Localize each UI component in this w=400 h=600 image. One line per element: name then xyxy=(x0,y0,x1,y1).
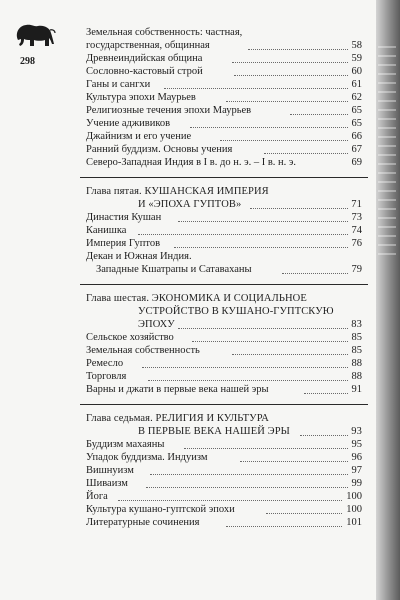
toc-leader-dots xyxy=(118,499,342,501)
toc-entry xyxy=(86,117,362,130)
toc-entry-title: государственная, общинная xyxy=(86,40,210,51)
toc-entry-title: Западные Кшатрапы и Сатаваханы xyxy=(96,264,252,275)
chapter-page: 71 xyxy=(351,199,362,210)
toc-entry-page: 76 xyxy=(351,238,362,249)
toc-entry-title: Торговля xyxy=(86,371,127,382)
toc-entry xyxy=(86,477,362,490)
toc-entry xyxy=(86,383,362,396)
toc-entry-page: 59 xyxy=(351,53,362,64)
toc-leader-dots xyxy=(220,139,348,141)
toc-entry-page: 85 xyxy=(351,332,362,343)
toc-leader-dots xyxy=(184,447,348,449)
toc-entry-page: 65 xyxy=(351,105,362,116)
toc-entry-page: 74 xyxy=(351,225,362,236)
toc-leader-dots xyxy=(250,207,348,209)
toc-entry-title: Древнеиндийская община xyxy=(86,53,203,64)
toc-entry-title: Декан и Южная Индия. xyxy=(86,251,192,262)
toc-entry xyxy=(86,156,362,169)
chapter-title xyxy=(86,292,362,331)
toc-entry xyxy=(86,224,362,237)
toc-chapter-7 xyxy=(86,412,362,529)
toc-leader-dots xyxy=(192,340,348,342)
toc-entry xyxy=(86,78,362,91)
chapter-title-line: УСТРОЙСТВО В КУШАНО-ГУПТСКУЮ xyxy=(138,306,334,317)
toc-leader-dots xyxy=(138,233,348,235)
toc-leader-dots xyxy=(226,100,348,102)
toc-entry-title: Культура кушано-гуптской эпохи xyxy=(86,504,235,515)
toc-entry-page: 100 xyxy=(346,504,362,515)
toc-leader-dots xyxy=(266,512,342,514)
toc-entry-page: 73 xyxy=(351,212,362,223)
chapter-title-text: В ПЕРВЫЕ ВЕКА НАШЕЙ ЭРЫ xyxy=(138,426,290,437)
toc-leader-dots xyxy=(240,460,348,462)
toc-entry xyxy=(86,143,362,156)
toc-entry-page: 91 xyxy=(351,384,362,395)
toc-entry xyxy=(86,91,362,104)
toc-entry-page: 88 xyxy=(351,371,362,382)
toc-entry-page: 96 xyxy=(351,452,362,463)
toc-leader-dots xyxy=(234,74,348,76)
toc-entry-title: Религиозные течения эпохи Маурьев xyxy=(86,105,252,116)
chapter-title-line: Глава седьмая. РЕЛИГИЯ И КУЛЬТУРА xyxy=(86,413,269,424)
toc-top-section xyxy=(86,26,362,169)
chapter-title xyxy=(86,412,362,438)
toc-entry xyxy=(86,490,362,503)
toc-entry-page: 58 xyxy=(351,40,362,51)
toc-entry xyxy=(86,65,362,78)
toc-leader-dots xyxy=(290,113,348,115)
toc-leader-dots xyxy=(232,353,348,355)
elephant-icon xyxy=(12,22,56,48)
toc-entry-page: 69 xyxy=(351,157,362,168)
chapter-title-text: ЭПОХУ xyxy=(138,319,175,330)
chapter-page: 93 xyxy=(351,426,362,437)
chapter-title-line xyxy=(86,425,362,438)
toc-leader-dots xyxy=(174,246,348,248)
toc-entry-page: 101 xyxy=(346,517,362,528)
toc-entry-page: 88 xyxy=(351,358,362,369)
toc-leader-dots xyxy=(264,152,348,154)
toc-entry xyxy=(86,357,362,370)
toc-entry-title: Варны и джати в первые века нашей эры xyxy=(86,384,269,395)
section-divider xyxy=(80,284,368,285)
toc-entry-page: 65 xyxy=(351,118,362,129)
toc-entry xyxy=(86,503,362,516)
toc-entry-page: 97 xyxy=(351,465,362,476)
toc-entry xyxy=(86,104,362,117)
toc-entry-title: Сословно-кастовый строй xyxy=(86,66,203,77)
toc-entry-title: Ганы и сангхи xyxy=(86,79,151,90)
chapter-page: 83 xyxy=(351,319,362,330)
toc-entry-title: Ремесло xyxy=(86,358,124,369)
toc-entry xyxy=(86,52,362,65)
table-of-contents xyxy=(86,26,362,529)
chapter-title-line xyxy=(86,198,362,211)
toc-entry-title: Империя Гуптов xyxy=(86,238,161,249)
toc-entry-title: Северо-Западная Индия в I в. до н. э. – I в. н. э. xyxy=(86,157,297,168)
toc-entry-title: Земельная собственность: частная, xyxy=(86,27,243,38)
toc-entry xyxy=(86,263,362,276)
toc-entry xyxy=(86,237,362,250)
toc-entry xyxy=(86,464,362,477)
toc-entry xyxy=(86,26,362,39)
toc-leader-dots xyxy=(146,486,348,488)
toc-entry-page: 100 xyxy=(346,491,362,502)
toc-entry xyxy=(86,516,362,529)
section-divider xyxy=(80,404,368,405)
toc-entry xyxy=(86,130,362,143)
toc-entry xyxy=(86,211,362,224)
toc-entry xyxy=(86,250,362,263)
toc-entry-title: Сельское хозяйство xyxy=(86,332,174,343)
toc-leader-dots xyxy=(304,392,348,394)
toc-leader-dots xyxy=(282,272,348,274)
toc-entry xyxy=(86,331,362,344)
chapter-title-text: И «ЭПОХА ГУПТОВ» xyxy=(138,199,242,210)
toc-entry-title: Канишка xyxy=(86,225,127,236)
toc-entry-title: Учение адживиков xyxy=(86,118,171,129)
toc-entry-title: Буддизм махаяны xyxy=(86,439,165,450)
toc-entry-page: 99 xyxy=(351,478,362,489)
chapter-title-line xyxy=(86,318,362,331)
toc-entry-page: 79 xyxy=(351,264,362,275)
toc-entry-title: Земельная собственность xyxy=(86,345,200,356)
chapter-title xyxy=(86,185,362,211)
toc-entry-title: Упадок буддизма. Индуизм xyxy=(86,452,208,463)
toc-chapter-6 xyxy=(86,292,362,396)
toc-entry-title: Джайнизм и его учение xyxy=(86,131,192,142)
toc-entry xyxy=(86,438,362,451)
toc-entry xyxy=(86,370,362,383)
toc-entry-page: 85 xyxy=(351,345,362,356)
toc-leader-dots xyxy=(232,61,348,63)
toc-entry-page: 60 xyxy=(351,66,362,77)
chapter-title-line: Глава шестая. ЭКОНОМИКА И СОЦИАЛЬНОЕ xyxy=(86,293,307,304)
toc-leader-dots xyxy=(148,379,348,381)
toc-entry-title: Вишнуизм xyxy=(86,465,134,476)
toc-chapter-5 xyxy=(86,185,362,276)
toc-leader-dots xyxy=(164,87,348,89)
toc-entry-title: Литературные сочинения xyxy=(86,517,200,528)
toc-leader-dots xyxy=(248,48,348,50)
toc-entry-title: Шиваизм xyxy=(86,478,128,489)
toc-entry-title: Йога xyxy=(86,491,108,502)
page-number: 298 xyxy=(20,56,35,67)
page-edge-shadow xyxy=(376,0,400,600)
toc-entry-title: Культура эпохи Маурьев xyxy=(86,92,196,103)
toc-leader-dots xyxy=(178,220,348,222)
section-divider xyxy=(80,177,368,178)
toc-entry-page: 61 xyxy=(351,79,362,90)
page-edge-marks xyxy=(378,46,396,256)
toc-entry-page: 66 xyxy=(351,131,362,142)
toc-entry-page: 67 xyxy=(351,144,362,155)
toc-leader-dots xyxy=(190,126,348,128)
toc-leader-dots xyxy=(142,366,348,368)
toc-entry-page: 95 xyxy=(351,439,362,450)
toc-entry xyxy=(86,344,362,357)
toc-entry-page: 62 xyxy=(351,92,362,103)
toc-entry-title: Династия Кушан xyxy=(86,212,162,223)
toc-entry xyxy=(86,39,362,52)
toc-leader-dots xyxy=(300,434,348,436)
toc-entry xyxy=(86,451,362,464)
toc-leader-dots xyxy=(150,473,348,475)
chapter-title-line: Глава пятая. КУШАНСКАЯ ИМПЕРИЯ xyxy=(86,186,269,197)
toc-entry-title: Ранний буддизм. Основы учения xyxy=(86,144,233,155)
toc-leader-dots xyxy=(178,327,348,329)
toc-leader-dots xyxy=(226,525,342,527)
